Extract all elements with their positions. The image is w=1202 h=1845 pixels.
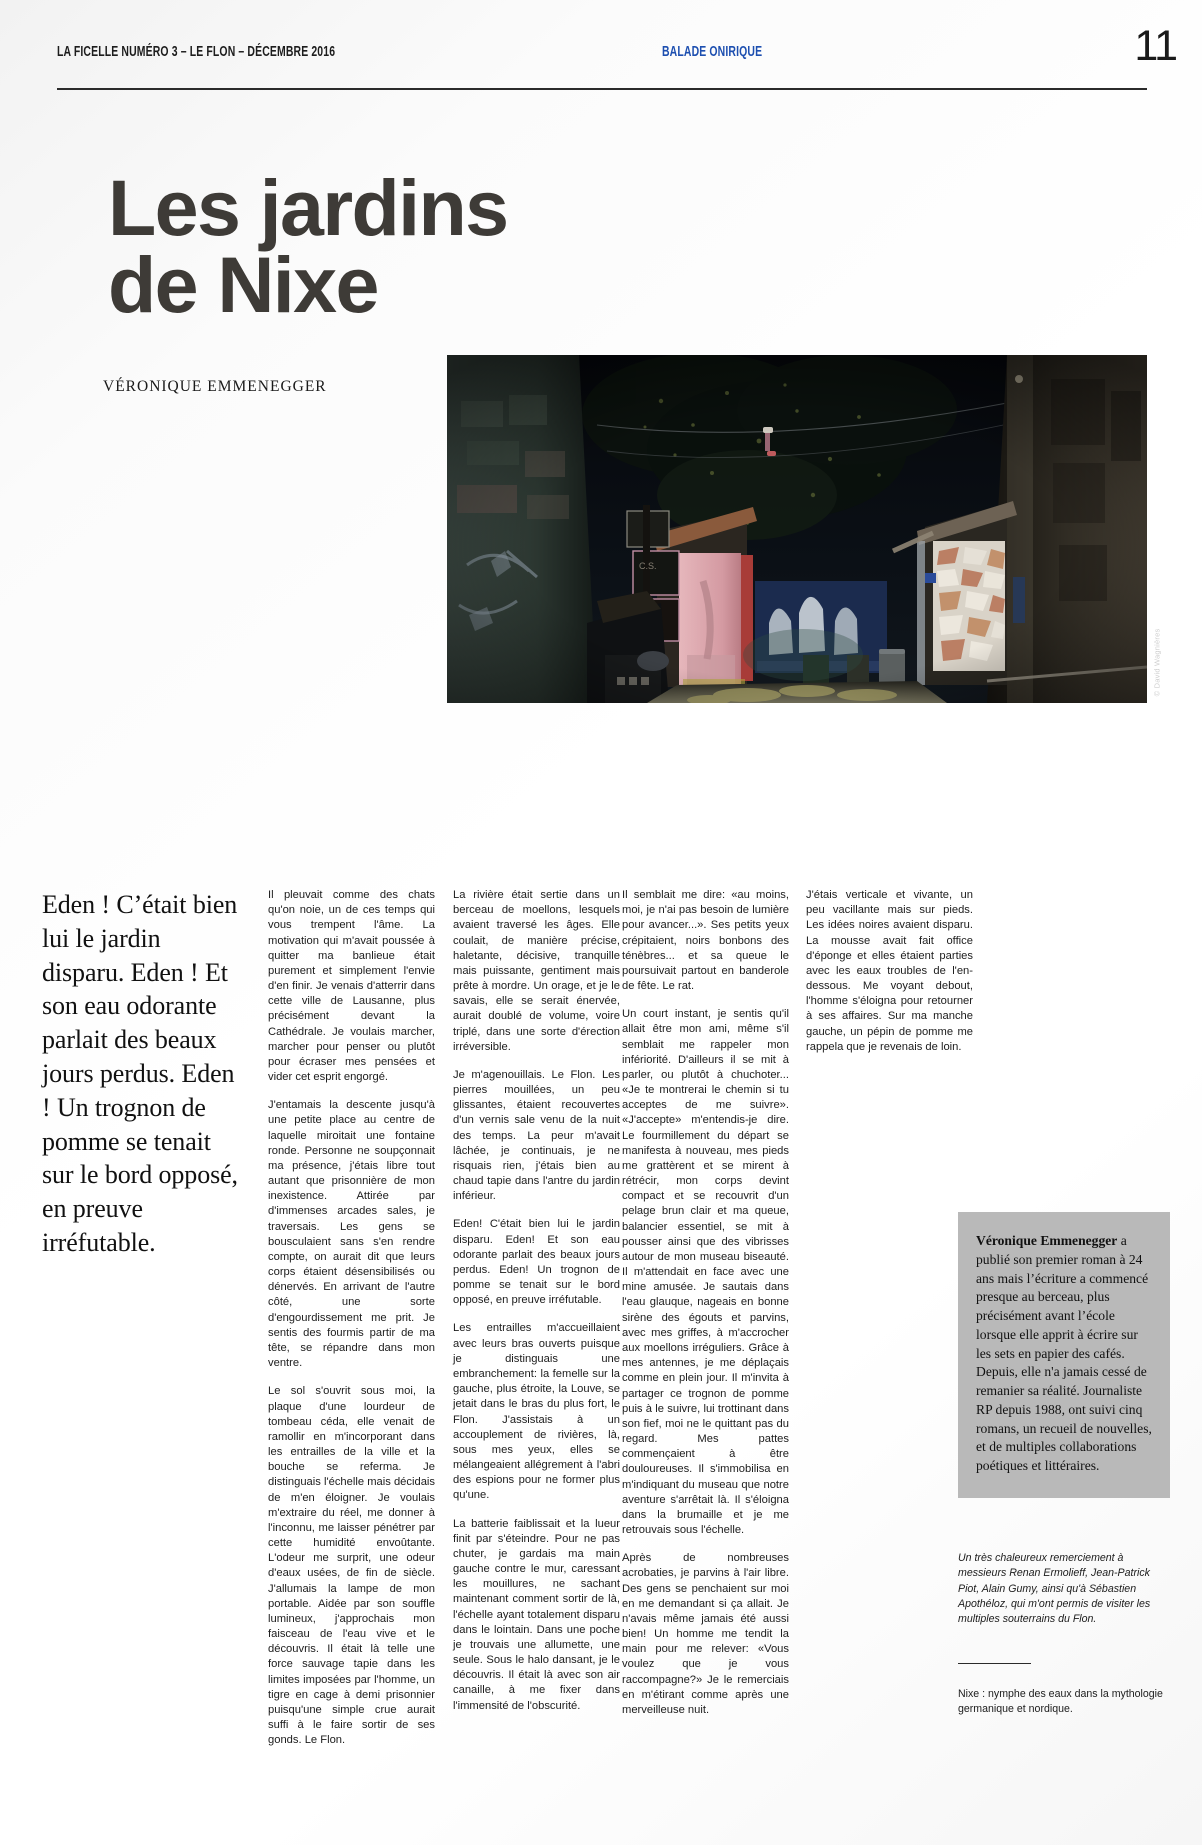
body-paragraph: La batterie faiblissait et la lueur finit par s'éteindre. Pour ne pas chuter, je gardais ma main gauche contre le mur, caressant les mouillures, ne sachant maintenant comment sortir de là, l'échelle ayant totalement disparu dans le lointain. Dans une poche je trouvais une allumette, une seule. Sous le halo dansant, je le découvris. Il était là avec son air canaille, à me fixer dans l'immensité de l'obscurité. <box>453 1517 620 1712</box>
headline-line-2: de Nixe <box>108 240 378 330</box>
author-bio-box <box>958 1212 1170 1498</box>
author-bio-text: a publié son premier roman à 24 ans mais l’écriture a commencé presque au berceau, plus précisément avant l’école lorsque elle apprit à écrire sur les sets en papier des cafés. Depuis, elle n'a jamais cessé de remanier sa réalité. Journaliste RP depuis 1988, ont suivi cinq romans, un recueil de nouvelles, et de multiples collaborations poétiques et littéraires. <box>976 1233 1152 1473</box>
page-title <box>108 162 668 330</box>
body-paragraph: Après de nombreuses acrobaties, je parvins à l'air libre. Des gens se penchaient sur moi en me demandant si ça allait. Je n'avais même jamais été aussi bien! Un homme me tendit la main pour me relever: «Vous voulez que je vous raccompagne?» Je le remerciais en m'étirant comme après une merveilleuse nuit. <box>622 1552 789 1716</box>
acknowledgement-note: Un très chaleureux remerciement à messieurs Renan Ermolieff, Jean-Patrick Piot, Alain Gumy, ainsi qu'à Sébastien Apothéloz, qui m'ont permis de visiter les multiples souterrains du Flon. <box>958 1552 1151 1625</box>
body-column-3 <box>622 888 789 1731</box>
page-number: 11 <box>1134 22 1177 70</box>
body-paragraph: Un court instant, je sentis qu'il allait être mon ami, même s'il semblait me rappeler mon infériorité. D'ailleurs il se mit à parler, ou plutôt à chuchoter... «Je te montrerai le chemin si tu acceptes de me suivre». «J'accepte» m'entendis-je dire. Le fourmillement du départ se manifesta à nouveau, mes pieds me grattèrent et se mirent à rétrécir, mon corps devint compact et se recouvrit d'un pelage brun clair et ma queue, balancier essentiel, se mit à pousser ainsi que des vibrisses autour de mon museau biseauté. Il m'attendait en face avec une mine amusée. Je sautais dans l'eau glauque, nageais en bonne sirène des égouts et parvins, avec mes griffes, à m'accrocher aux moellons irréguliers. Grâce à mes antennes, je me déplaçais comme en plein jour. Il m'invita à partager ce trognon de pomme puis à le suivre, lui trottinant dans son fief, moi ne le quittant pas du regard. Mes pattes commençaient à être douloureuses. Il s'immobilisa en m'indiquant du museau que notre aventure s'arrêtait là. Il s'éloigna dans la brumaille et je me retrouvais sous l'échelle. <box>622 1008 789 1537</box>
article-photo <box>447 355 1162 703</box>
alley-night-photo-illustration <box>447 355 1147 703</box>
body-paragraph: J'entamais la descente jusqu'à une petite place au centre de laquelle miroitait une fontaine ronde. Personne ne soupçonnait ma présence, j'étais libre tout autant que prisonnière de mon inexistence. Attirée par d'immenses arcades sales, je traversais. Les gens se bousculaient sans s'en rendre compte, on aurait dit que leurs corps étaient désensibilisés ou dénervés. En arrivant de l'autre côté, une sorte d'engourdissement me prit. Je sentis des fourmis partir de ma tête, se répandre dans mon ventre. <box>268 1099 435 1370</box>
photo-credit: © David Wagnières <box>1152 628 1162 697</box>
body-paragraph: Il pleuvait comme des chats qu'on noie, un de ces temps qui vous trempent l'âme. La motivation qui m'avait poussée à quitter ma banlieue était purement et simplement l'envie d'en finir. Je venais d'atterrir dans cette ville de Lausanne, plus précisément devant la Cathédrale. Je voulais marcher, marcher pour penser ou plutôt pour écraser mes pensées et vider cet esprit engorgé. <box>268 889 435 1084</box>
lead-paragraph: Eden ! C’était bien lui le jardin disparu. Eden ! Et son eau odorante parlait des beaux jours perdus. Eden ! Un trognon de pomme se tenait sur le bord opposé, en preuve irréfutable. <box>42 890 238 1257</box>
body-paragraph: Il semblait me dire: «au moins, moi, je n'ai pas besoin de lumière pour avancer...». Ses petits yeux crépitaient, noirs bonbons des ténèbres... et sa queue le poursuivait partout en banderole de fête. Le rat. <box>622 889 789 993</box>
author-bio-name: Véronique Emmenegger <box>976 1233 1118 1248</box>
body-paragraph: J'étais verticale et vivante, un peu vacillante mais sur pieds. Les idées noires avaient disparu. La mousse avait fait office d'éponge et elles étaient parties avec les eaux troubles de l'en-dessous. Me voyant debout, l'homme s'éloigna pour retourner à ses affaires. Sur ma manche gauche, un pépin de pomme me rappela que je revenais de loin. <box>806 889 973 1053</box>
running-head-section: BALADE ONIRIQUE <box>662 44 763 60</box>
headline-line-1: Les jardins <box>108 162 508 252</box>
footnote-text: Nixe : nymphe des eaux dans la mythologie germanique et nordique. <box>958 1688 1163 1716</box>
footnote-divider <box>958 1663 1031 1664</box>
photo-image <box>447 355 1147 703</box>
body-paragraph: Le sol s'ouvrit sous moi, la plaque d'une lourdeur de tombeau céda, elle venait de ramollir en m'incorporant dans les entrailles de la ville et la bouche se referma. Je distinguais l'échelle mais décidais de m'en éloigner. Je voulais m'extraire du réel, me donner à l'inconnu, me laisser pénétrer par cette humidité envoûtante. L'odeur me surprit, une odeur d'eaux usées, de fin de siècle. J'allumais la lampe de mon portable. Aidée par son souffle lumineux, j'approchais mon faisceau de l'eau vive et le découvris. Il était là telle une force sauvage tapie dans les limites imposées par l'homme, un tigre en cage à demi prisonnier puisqu'une simple crue aurait suffi à le faire sortir de ses gonds. Le Flon. <box>268 1385 435 1747</box>
body-paragraph: Je m'agenouillais. Le Flon. Les pierres mouillées, un peu glissantes, étaient recouvertes d'un vernis sale venu de la nuit des temps. La peur m'avait lâchée, je continuais, je ne risquais rien, j'étais bien au chaud tapie dans l'antre du jardin inférieur. <box>453 1068 620 1203</box>
body-paragraph: Les entrailles m'accueillaient avec leurs bras ouverts puisque je distinguais une embranchement: la femelle sur la gauche, plus étroite, la Louve, se jetait dans le bras du plus fort, le Flon. J'assistais à un accouplement de rivières, là, sous mes yeux, elles se mélangeaient allégrement à l'abri des espions pour ne former plus qu'une. <box>453 1322 620 1502</box>
body-paragraph: Eden! C'était bien lui le jardin disparu. Eden! Et son eau odorante parlait des beaux jours perdus. Eden! Un trognon de pomme se tenait sur le bord opposé, en preuve irréfutable. <box>453 1218 620 1307</box>
body-paragraph: La rivière était sertie dans un berceau de moellons, lesquels avaient traversé les âges. Elle coulait, de manière précise, haletante, décisive, tranquille mais puissante, gentiment mais prête à mordre. Un orage, et je le savais, elle se serait énervée, aurait doublé de volume, voire triplé, dans une sorte d'érection irréversible. <box>453 889 620 1053</box>
running-head-issue: LA FICELLE NUMÉRO 3 – LE FLON – DÉCEMBRE 2016 <box>57 44 336 60</box>
body-column-1 <box>268 888 435 1761</box>
header-divider <box>57 88 1147 90</box>
running-head <box>57 44 1147 68</box>
body-column-2 <box>453 888 620 1727</box>
byline: VÉRONIQUE EMMENEGGER <box>103 378 327 395</box>
body-column-4 <box>806 888 973 1068</box>
